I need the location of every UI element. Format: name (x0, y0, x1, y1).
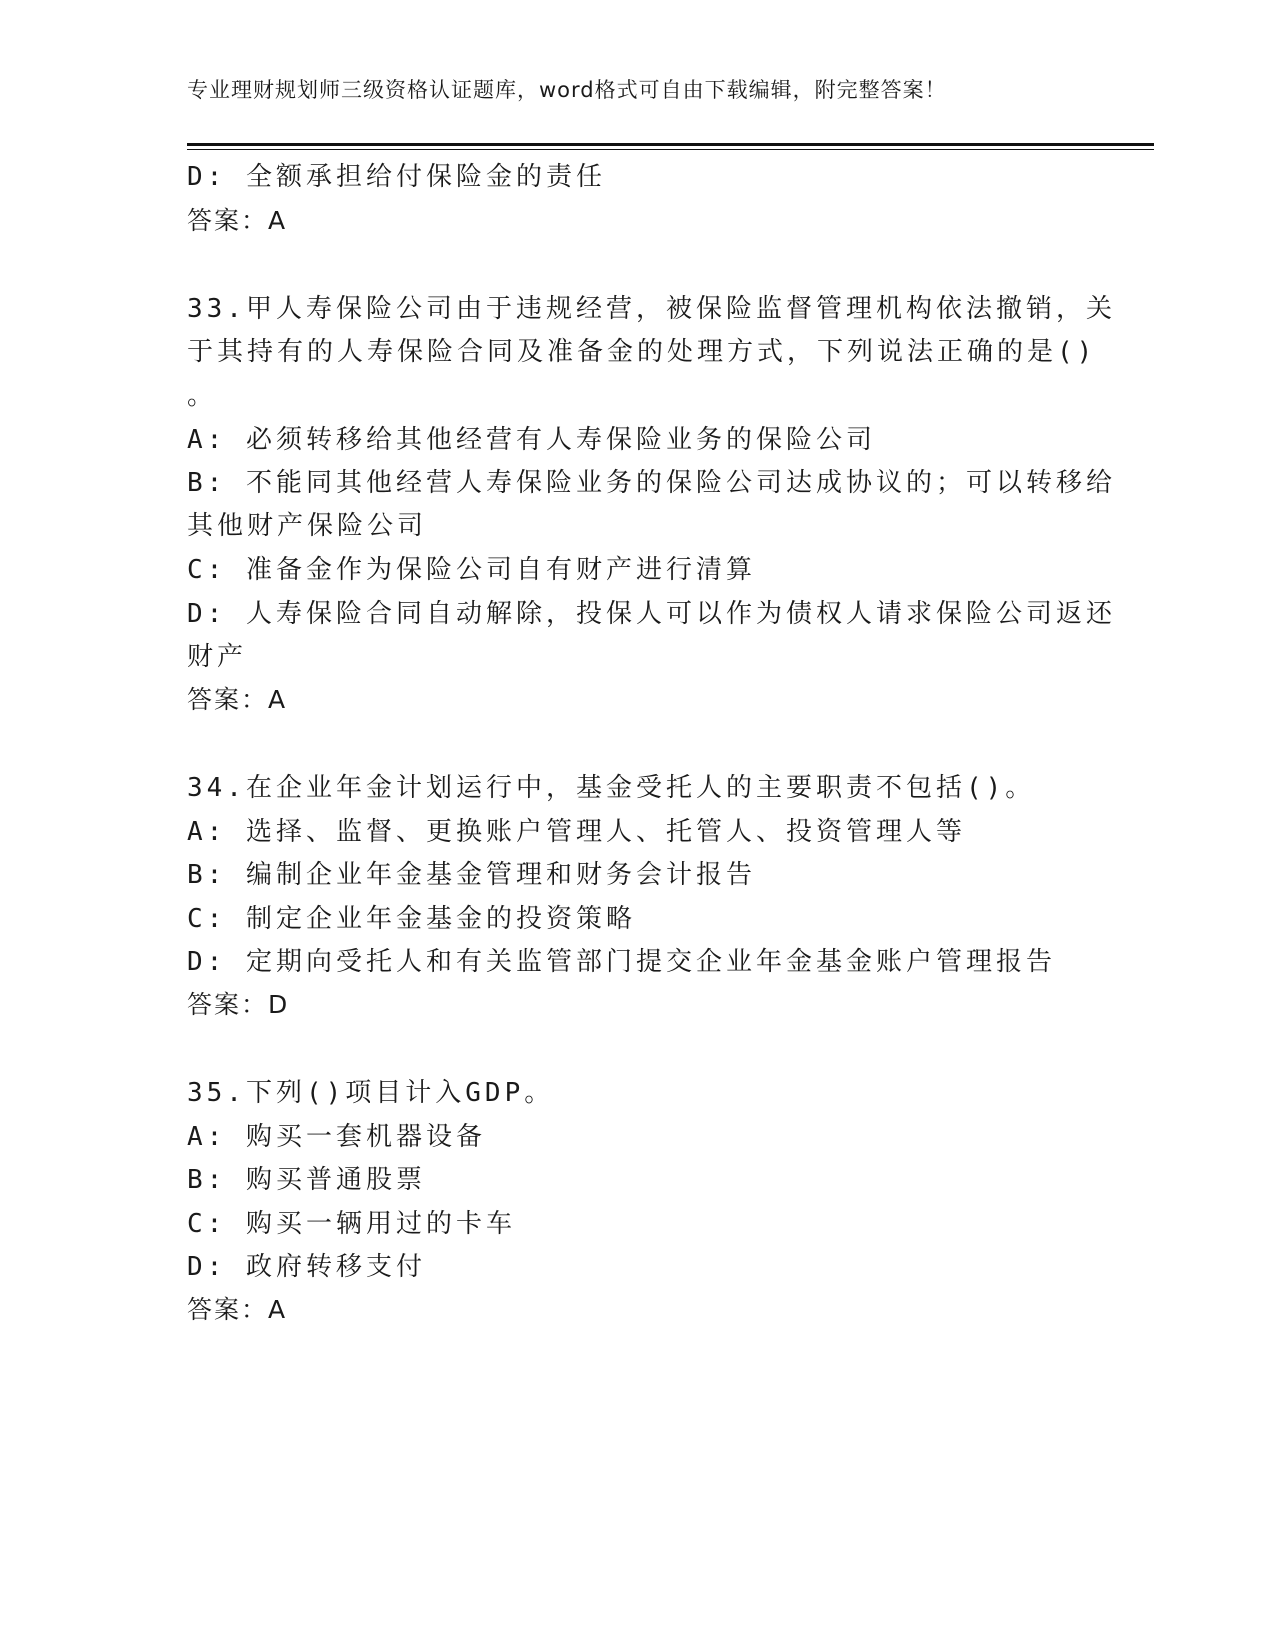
q33-option-d-line1: D: 人寿保险合同自动解除，投保人可以作为债权人请求保险公司返还 (187, 599, 1116, 629)
q33-stem-line3: 。 (187, 381, 218, 411)
q33-option-d-line2: 财产 (187, 642, 248, 672)
page-header: 专业理财规划师三级资格认证题库，word格式可自由下载编辑，附完整答案！ (187, 78, 947, 102)
q33-stem-line1: 33.甲人寿保险公司由于违规经营，被保险监督管理机构依法撤销，关 (187, 294, 1116, 324)
q34-option-d: D: 定期向受托人和有关监管部门提交企业年金基金账户管理报告 (187, 947, 1056, 977)
q35-option-c: C: 购买一辆用过的卡车 (187, 1209, 516, 1239)
q34-stem: 34.在企业年金计划运行中，基金受托人的主要职责不包括()。 (187, 773, 1036, 803)
q35-stem: 35.下列()项目计入GDP。 (187, 1078, 555, 1108)
header-rule-thick (187, 143, 1154, 146)
q35-option-d: D: 政府转移支付 (187, 1252, 426, 1282)
prev-option-d: D: 全额承担给付保险金的责任 (187, 162, 606, 192)
q35-answer: 答案：A (187, 1295, 288, 1324)
q33-answer: 答案：A (187, 685, 288, 714)
q33-option-c: C: 准备金作为保险公司自有财产进行清算 (187, 555, 756, 585)
q35-option-a: A: 购买一套机器设备 (187, 1122, 486, 1152)
q34-option-b: B: 编制企业年金基金管理和财务会计报告 (187, 860, 756, 890)
q33-stem-line2: 于其持有的人寿保险合同及准备金的处理方式，下列说法正确的是() (187, 337, 1097, 367)
prev-answer: 答案：A (187, 206, 288, 235)
q34-option-c: C: 制定企业年金基金的投资策略 (187, 904, 636, 934)
header-rule-thin (187, 149, 1154, 150)
q34-answer: 答案：D (187, 990, 290, 1019)
q34-option-a: A: 选择、监督、更换账户管理人、托管人、投资管理人等 (187, 817, 966, 847)
q33-option-a: A: 必须转移给其他经营有人寿保险业务的保险公司 (187, 425, 876, 455)
q33-option-b-line2: 其他财产保险公司 (187, 511, 428, 541)
q35-option-b: B: 购买普通股票 (187, 1165, 426, 1195)
q33-option-b-line1: B: 不能同其他经营人寿保险业务的保险公司达成协议的；可以转移给 (187, 468, 1116, 498)
